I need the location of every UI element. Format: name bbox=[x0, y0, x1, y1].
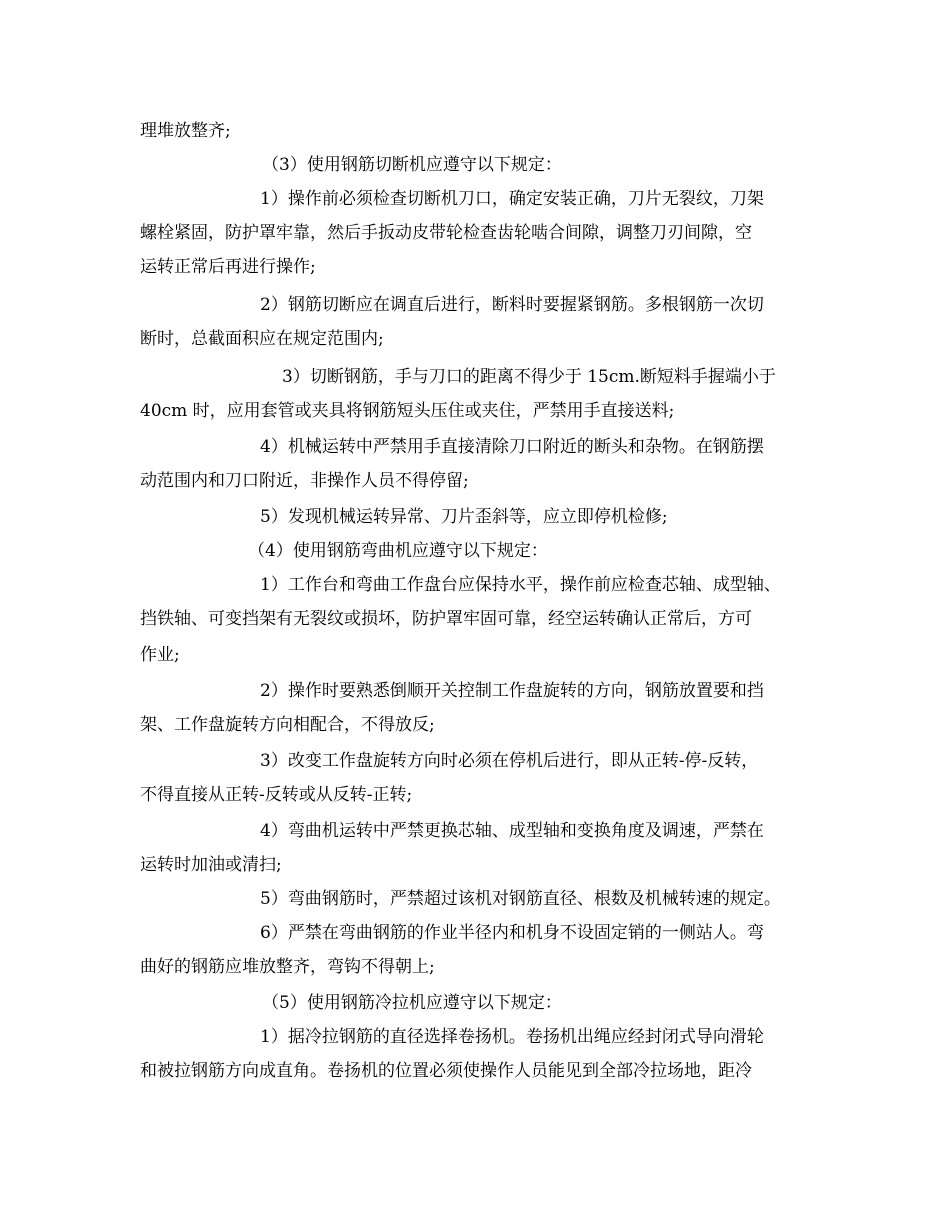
text-line: 运转时加油或清扫; bbox=[140, 855, 282, 875]
text-line: 和被拉钢筋方向成直角。卷扬机的位置必须使操作人员能见到全部冷拉场地，距冷 bbox=[140, 1061, 752, 1081]
text-line: 1）工作台和弯曲工作盘台应保持水平，操作前应检查芯轴、成型轴、 bbox=[260, 575, 781, 595]
text-line: 40cm 时，应用套管或夹具将钢筋短头压住或夹住，严禁用手直接送料; bbox=[140, 401, 675, 421]
section-heading: （3）使用钢筋切断机应遵守以下规定： bbox=[262, 155, 562, 175]
text-line: 4）机械运转中严禁用手直接清除刀口附近的断头和杂物。在钢筋摆 bbox=[260, 437, 764, 457]
text-line: 2）钢筋切断应在调直后进行，断料时要握紧钢筋。多根钢筋一次切 bbox=[260, 295, 764, 315]
text-line: 架、工作盘旋转方向相配合，不得放反; bbox=[140, 715, 435, 735]
text-line: 挡铁轴、可变挡架有无裂纹或损坏，防护罩牢固可靠，经空运转确认正常后，方可 bbox=[140, 609, 752, 629]
text-line: 3）改变工作盘旋转方向时必须在停机后进行，即从正转-停-反转， bbox=[260, 751, 759, 771]
text-line: 螺栓紧固，防护罩牢靠，然后手扳动皮带轮检查齿轮啮合间隙，调整刀刃间隙，空 bbox=[140, 223, 752, 243]
text-line: 作业; bbox=[140, 645, 180, 665]
text-line: 5）发现机械运转异常、刀片歪斜等，应立即停机检修; bbox=[260, 507, 668, 527]
text-line: 1）据冷拉钢筋的直径选择卷扬机。卷扬机出绳应经封闭式导向滑轮 bbox=[260, 1027, 764, 1047]
text-line: 6）严禁在弯曲钢筋的作业半径内和机身不设固定销的一侧站人。弯 bbox=[260, 923, 764, 943]
text-line: 理堆放整齐; bbox=[140, 121, 231, 141]
text-line: 4）弯曲机运转中严禁更换芯轴、成型轴和变换角度及调速，严禁在 bbox=[260, 821, 764, 841]
text-line: 不得直接从正转-反转或从反转-正转; bbox=[140, 785, 413, 805]
text-line: 断时，总截面积应在规定范围内; bbox=[140, 329, 384, 349]
text-line: 运转正常后再进行操作; bbox=[140, 257, 316, 277]
text-line: 2）操作时要熟悉倒顺开关控制工作盘旋转的方向，钢筋放置要和挡 bbox=[260, 681, 764, 701]
text-line: 曲好的钢筋应堆放整齐，弯钩不得朝上; bbox=[140, 957, 435, 977]
text-line: 3）切断钢筋，手与刀口的距离不得少于 15cm.断短料手握端小于 bbox=[282, 367, 776, 387]
section-heading: （5）使用钢筋冷拉机应遵守以下规定： bbox=[262, 993, 562, 1013]
text-line: 动范围内和刀口附近，非操作人员不得停留; bbox=[140, 471, 469, 491]
section-heading: （4）使用钢筋弯曲机应遵守以下规定： bbox=[248, 541, 548, 561]
text-line: 5）弯曲钢筋时，严禁超过该机对钢筋直径、根数及机械转速的规定。 bbox=[260, 889, 781, 909]
text-line: 1）操作前必须检查切断机刀口，确定安装正确，刀片无裂纹，刀架 bbox=[260, 189, 764, 209]
